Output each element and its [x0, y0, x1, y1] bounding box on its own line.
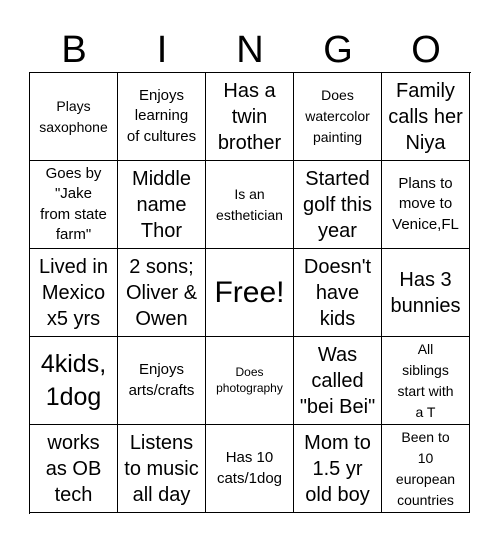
bingo-cell-text: Is an esthetician: [216, 185, 283, 223]
bingo-cell-r5-c5[interactable]: [382, 425, 470, 513]
bingo-cell-text: Family calls her Niya: [388, 79, 463, 154]
bingo-header: [30, 24, 470, 76]
bingo-cell-r2-c2[interactable]: [118, 161, 206, 249]
bingo-cell-r2-c5[interactable]: [382, 161, 470, 249]
free-space-label: Free!: [214, 275, 285, 309]
bingo-cell-text: Mom to 1.5 yr old boy: [304, 431, 371, 506]
bingo-cell-text: Plans to move to Venice,FL: [392, 175, 459, 233]
bingo-cell-r4-c1[interactable]: [30, 337, 118, 425]
bingo-cell-text: Does watercolor painting: [305, 87, 370, 145]
bingo-cell-r5-c1[interactable]: [30, 425, 118, 513]
bingo-cell-free[interactable]: [206, 249, 294, 337]
bingo-cell-text: Has 10 cats/1dog: [216, 449, 283, 487]
bingo-cell-r3-c1[interactable]: [30, 249, 118, 337]
bingo-cell-r1-c2[interactable]: [118, 73, 206, 161]
bingo-cell-r5-c3[interactable]: [206, 425, 294, 513]
bingo-cell-text: Enjoys arts/crafts: [128, 361, 195, 399]
bingo-cell-text: Goes by "Jake from state farm": [40, 165, 107, 243]
bingo-cell-r2-c4[interactable]: [294, 161, 382, 249]
bingo-cell-r5-c2[interactable]: [118, 425, 206, 513]
bingo-cell-text: Has a twin brother: [217, 79, 282, 154]
bingo-cell-text: 2 sons; Oliver & Owen: [125, 255, 198, 330]
bingo-cell-text: 4kids, 1dog: [40, 350, 107, 411]
bingo-cell-text: Doesn't have kids: [303, 255, 372, 330]
bingo-cell-r1-c4[interactable]: [294, 73, 382, 161]
bingo-cell-r5-c4[interactable]: [294, 425, 382, 513]
bingo-cell-text: Lived in Mexico x5 yrs: [39, 255, 108, 330]
bingo-cell-text: Started golf this year: [303, 167, 372, 242]
bingo-cell-r3-c4[interactable]: [294, 249, 382, 337]
bingo-cell-text: Was called "bei Bei": [299, 343, 376, 418]
bingo-cell-text: Listens to music all day: [124, 431, 199, 506]
bingo-cell-text: Plays saxophone: [39, 97, 108, 135]
bingo-cell-r4-c2[interactable]: [118, 337, 206, 425]
bingo-cell-r1-c1[interactable]: [30, 73, 118, 161]
bingo-cell-r2-c1[interactable]: [30, 161, 118, 249]
header-letter-o: O: [411, 29, 441, 71]
header-letter-i: I: [156, 29, 168, 71]
bingo-cell-r4-c3[interactable]: [206, 337, 294, 425]
bingo-grid: [29, 72, 471, 514]
header-letter-b: B: [61, 29, 87, 71]
bingo-cell-text: works as OB tech: [45, 431, 102, 506]
bingo-cell-r1-c3[interactable]: [206, 73, 294, 161]
header-letter-g: G: [323, 29, 353, 71]
bingo-cell-text: Enjoys learning of cultures: [126, 87, 197, 145]
bingo-cell-r3-c2[interactable]: [118, 249, 206, 337]
bingo-cell-r2-c3[interactable]: [206, 161, 294, 249]
bingo-cell-text: Been to 10 european countries: [395, 428, 456, 508]
bingo-cell-text: Does photography: [216, 364, 283, 395]
bingo-cell-r1-c5[interactable]: [382, 73, 470, 161]
bingo-cell-text: Middle name Thor: [132, 167, 191, 242]
bingo-cell-r4-c4[interactable]: [294, 337, 382, 425]
bingo-cell-r4-c5[interactable]: [382, 337, 470, 425]
bingo-cell-text: Has 3 bunnies: [390, 268, 461, 317]
bingo-cell-text: All siblings start with a T: [397, 340, 454, 420]
header-letter-n: N: [236, 29, 264, 71]
bingo-cell-r3-c5[interactable]: [382, 249, 470, 337]
